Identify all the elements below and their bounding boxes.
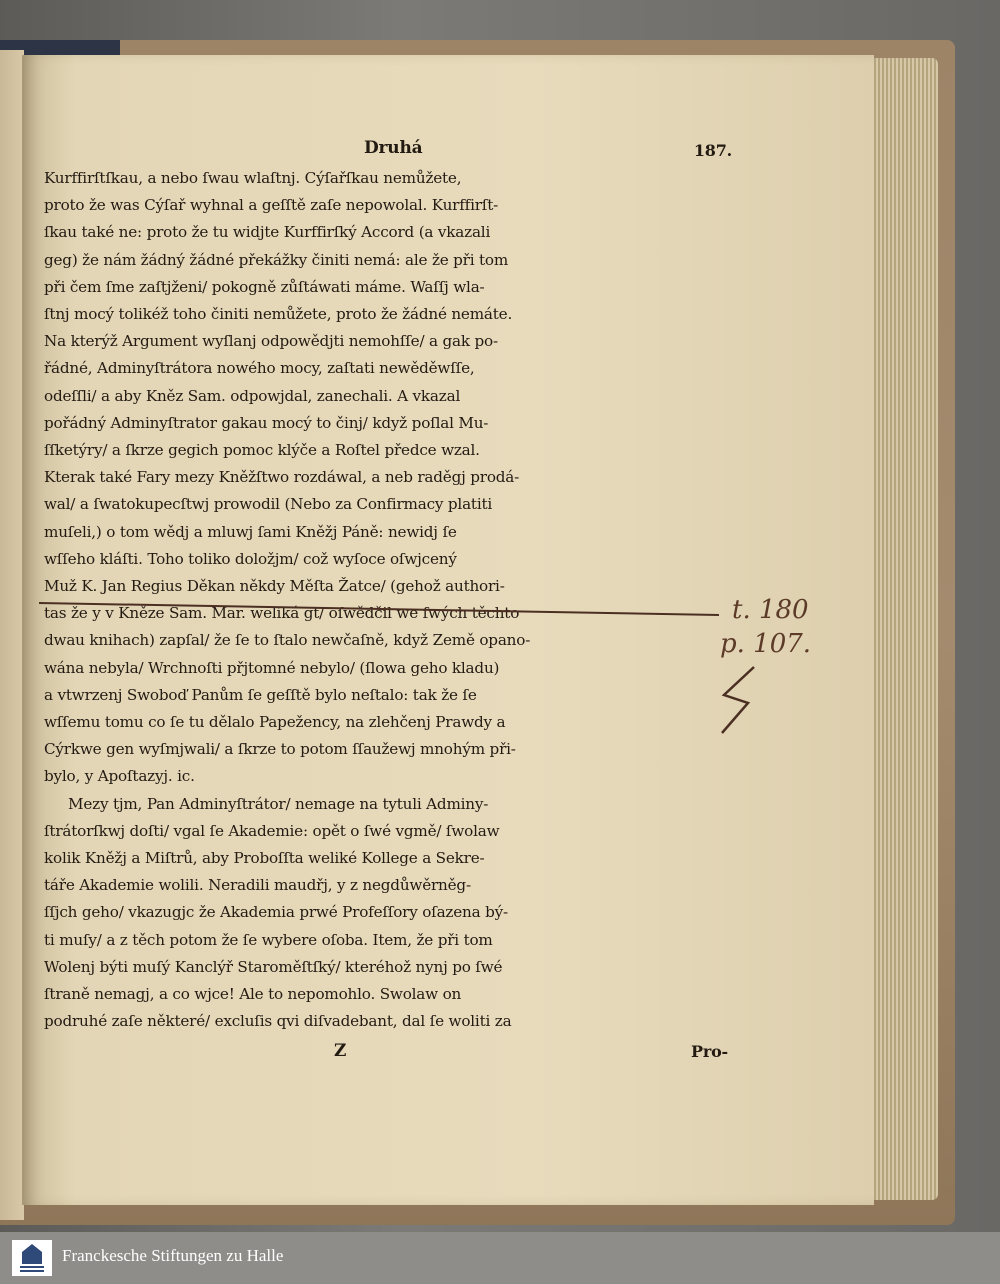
- text-line: tas že y v Kněze Sam. Mar. weliká gt/ oſwědčil we ſwých těchto: [44, 604, 520, 623]
- text-line: při čem ſme zaſtjženi/ pokogně zůſtáwati máme. Waſſj wla-: [44, 277, 485, 296]
- text-line: wſſeho kláſti. Toho toliko doložjm/ což wyſoce oſwjcený: [44, 549, 457, 568]
- text-line: ſtnj mocý tolikéž toho činiti nemůžete, proto že žádné nemáte.: [44, 305, 513, 324]
- text-line: Cýrkwe gen wyſmjwali/ a ſkrze to potom ſſaužewj mnohým při-: [44, 740, 516, 759]
- text-line: Na kterýž Argument wyſlanj odpowědjti nemohſſe/ a gak po-: [44, 332, 498, 351]
- running-title: Druhá: [364, 138, 423, 158]
- page-number: 187.: [693, 141, 732, 160]
- text-line: bylo, y Apoſtazyj. ic.: [44, 767, 195, 786]
- text-line: wſſemu tomu co ſe tu dělalo Papežency, na zlehčenj Prawdy a: [44, 713, 506, 732]
- text-line: odeſſli/ a aby Kněz Sam. odpowjdal, zanechali. A vkazal: [44, 386, 461, 405]
- book-page: [22, 55, 874, 1205]
- footer-bar: [0, 1232, 1000, 1284]
- footer-label: Franckesche Stiftungen zu Halle: [62, 1246, 284, 1265]
- text-line: Muž K. Jan Regius Děkan někdy Měſta Žatce/ (gehož authori-: [44, 577, 505, 596]
- text-line: wal/ a ſwatokupecſtwj prowodil (Nebo za Confirmacy platiti: [44, 495, 493, 514]
- text-line: wána nebyla/ Wrchnoſti přjtomné nebylo/ (ſlowa geho kladu): [44, 658, 500, 677]
- text-line: řádné, Adminyſtrátora nowého mocy, zaſtati newěděwſſe,: [44, 359, 475, 378]
- text-line: ſſketýry/ a ſkrze gegich pomoc klýče a Roſtel předce wzal.: [44, 441, 480, 460]
- page-header: [44, 135, 732, 165]
- text-line: Wolenj býti muſý Kanclýř Staroměſtſký/ kteréhož nynj po ſwé: [44, 957, 503, 976]
- annotation-line-1: t. 180: [732, 595, 809, 625]
- text-line: táře Akademie wolili. Neradili maudřj, y z negdůwěrněg-: [44, 876, 471, 895]
- text-line: kolik Kněžj a Miſtrů, aby Proboſſta weliké Kollege a Sekre-: [44, 849, 485, 868]
- page-footer-line: [44, 1036, 728, 1066]
- text-line: ſkau také ne: proto že tu widjte Kurffirſký Accord (a vkazali: [44, 223, 491, 242]
- text-line: geg) že nám žádný žádné překážky činiti nemá: ale že při tom: [44, 250, 509, 269]
- catchword: Pro-: [691, 1041, 728, 1061]
- text-line: muſeli,) o tom wědj a mluwj ſami Kněžj Páně: newidj ſe: [44, 522, 457, 541]
- text-line: dwau knihach) zapſal/ že ſe to ſtalo newčaſně, když Země opano-: [44, 631, 531, 650]
- text-line: Mezy tjm, Pan Adminyſtrátor/ nemage na tytuli Adminy-: [68, 794, 489, 813]
- text-line: podruhé zaſe některé/ excluſis qvi diſvadebant, dal ſe woliti za: [44, 1012, 512, 1031]
- text-line: ſtrátorſkwj doſti/ vgal ſe Akademie: opět o ſwé vgmě/ ſwolaw: [44, 821, 500, 840]
- text-line: proto že was Cýſař wyhnal a geſſtě zaſe nepowolal. Kurffirſt-: [44, 196, 499, 215]
- text-line: Kurffirſtſkau, a nebo ſwau wlaſtnj. Cýſařſkau nemůžete,: [44, 169, 462, 187]
- text-line: ſſjch geho/ vkazugjc že Akademia prwé Profeſſory oſazena bý-: [44, 903, 508, 922]
- text-line: a vtwrzenj Swoboď Panům ſe geſſtě bylo neſtalo: tak že ſe: [44, 685, 477, 704]
- text-line: ſtraně nemagj, a co wjce! Ale to nepomohlo. Swolaw on: [44, 985, 462, 1004]
- left-page-edge: [0, 50, 24, 1220]
- text-line: Kterak také Fary mezy Kněžſtwo rozdáwal, a neb raděgj prodá-: [44, 468, 520, 487]
- paragraph-2: [44, 791, 724, 1036]
- handwritten-underline: [34, 597, 724, 617]
- text-line: pořádný Adminyſtrator gakau mocý to činj/ když poſlal Mu-: [44, 413, 489, 432]
- paragraph-1: [44, 165, 724, 791]
- signature-mark: Z: [334, 1040, 347, 1061]
- marginal-annotation: [714, 595, 844, 735]
- text-line: ti muſy/ a z těch potom že ſe wybere oſoba. Item, že při tom: [44, 930, 493, 949]
- foundation-logo-icon: [12, 1240, 52, 1276]
- annotation-line-2: p. 107.: [720, 629, 812, 659]
- annotation-bracket: [714, 665, 774, 735]
